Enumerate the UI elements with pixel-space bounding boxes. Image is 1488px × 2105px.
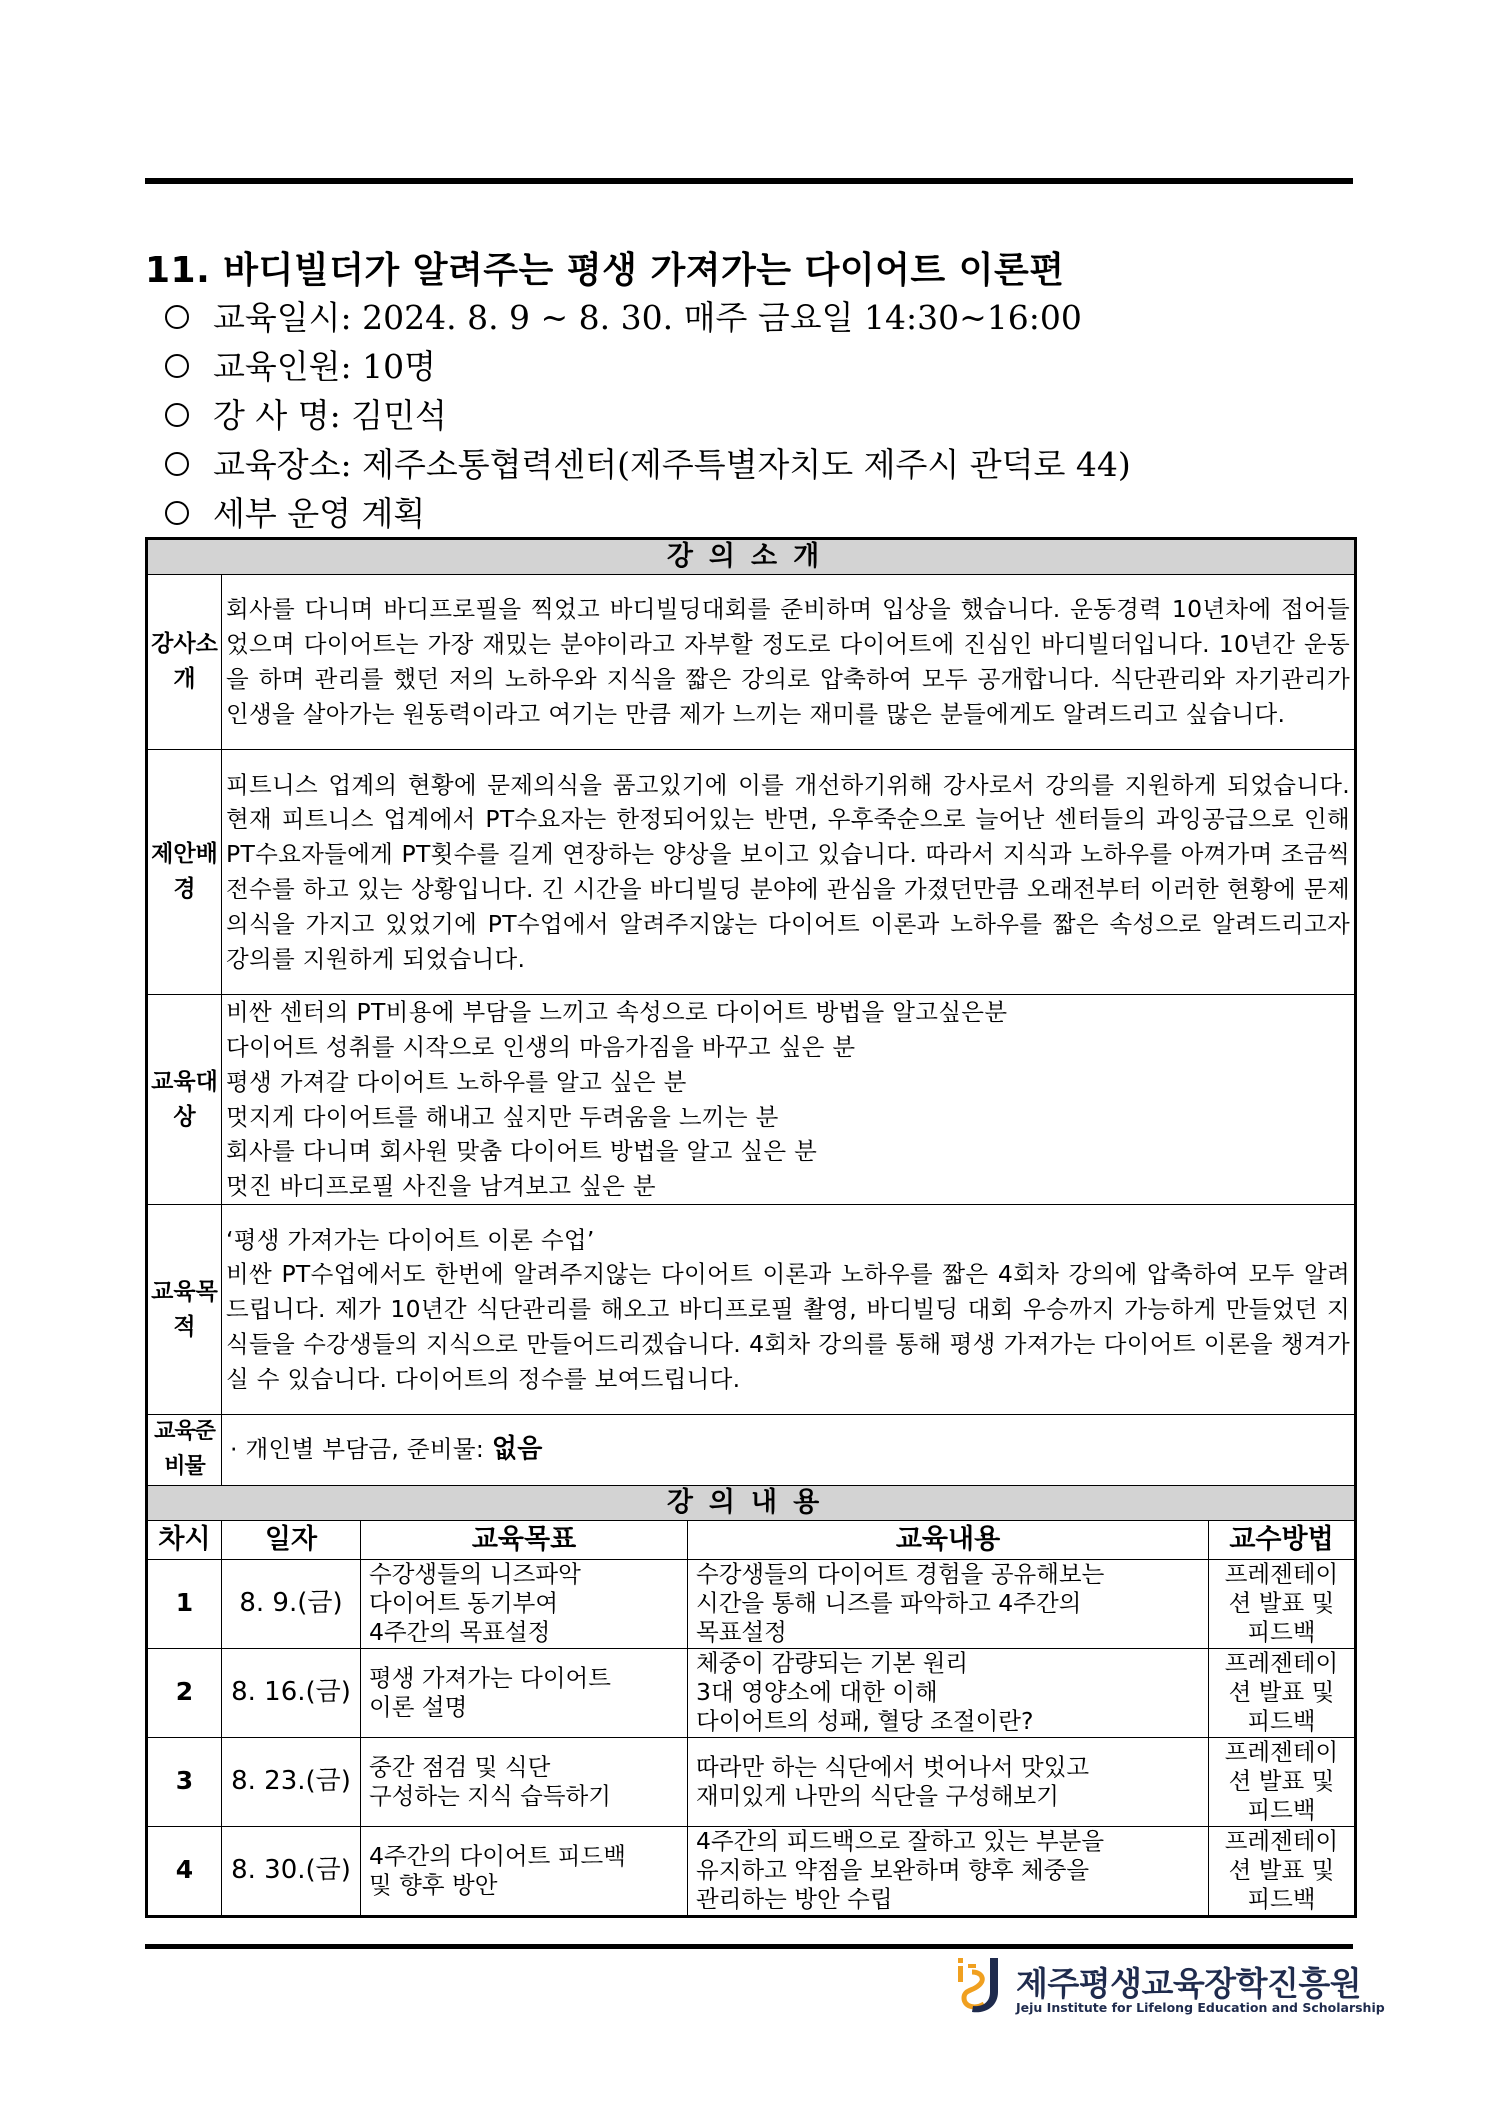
session-number: 3 bbox=[147, 1737, 222, 1826]
prep-emphasis: 없음 bbox=[491, 1434, 543, 1465]
target-line: 비싼 센터의 PT비용에 부담을 느끼고 속성으로 다이어트 방법을 알고싶은분 bbox=[226, 998, 1008, 1027]
target-line: 멋지게 다이어트를 해내고 싶지만 두려움을 느끼는 분 bbox=[226, 1102, 779, 1131]
session-method: 프레젠테이 션 발표 및 피드백 bbox=[1209, 1737, 1356, 1826]
session-content: 수강생들의 다이어트 경험을 공유해보는 시간을 통해 니즈를 파악하고 4주간의 목표설정 bbox=[688, 1559, 1209, 1648]
bottom-rule bbox=[145, 1944, 1353, 1949]
target-line: 멋진 바디프로필 사진을 남겨보고 싶은 분 bbox=[226, 1172, 656, 1201]
session-content: 4주간의 피드백으로 잘하고 있는 부분을 유지하고 약점을 보완하며 향후 체중을 관리하는 방안 수립 bbox=[688, 1826, 1209, 1916]
session-goal: 중간 점검 및 식단 구성하는 지식 습득하기 bbox=[361, 1737, 688, 1826]
info-location: 교육장소: 제주소통협력센터(제주특별자치도 제주시 관덕로 44) bbox=[165, 440, 1131, 489]
row-label: 제안배경 bbox=[147, 750, 222, 995]
circle-bullet-icon bbox=[165, 305, 189, 329]
session-number: 1 bbox=[147, 1559, 222, 1648]
session-content: 따라만 하는 식단에서 벗어나서 맛있고 재미있게 나만의 식단을 구성해보기 bbox=[688, 1737, 1209, 1826]
page-title: 11. 바디빌더가 알려주는 평생 가져가는 다이어트 이론편 bbox=[145, 250, 1065, 291]
session-method: 프레젠테이 션 발표 및 피드백 bbox=[1209, 1648, 1356, 1737]
intro-row-prep bbox=[147, 1415, 1356, 1486]
session-date: 8. 30.(금) bbox=[222, 1826, 361, 1916]
plan-table bbox=[145, 537, 1357, 1918]
intro-row-purpose bbox=[147, 1205, 1356, 1415]
session-method: 프레젠테이 션 발표 및 피드백 bbox=[1209, 1559, 1356, 1648]
circle-bullet-icon bbox=[165, 501, 189, 525]
purpose-text: 비싼 PT수업에서도 한번에 알려주지않는 다이어트 이론과 노하우를 짧은 4회차 강의에 압축하여 모두 알려드립니다. 제가 10년간 식단관리를 해오고 바디프로필 촬영, 바디빌딩 대회 우승까지 가능하게 만들었던 지식들을 수강생들의 지식으로 만들어드리겠습니다. 4회차 강의를 통해 평생 가져가는 다이어트 이론을 챙겨가실 수 있습니다. 다이어트의 정수를 보여드립니다. bbox=[226, 1260, 1350, 1393]
session-number: 2 bbox=[147, 1648, 222, 1737]
info-instructor: 강 사 명: 김민석 bbox=[165, 391, 1131, 440]
row-label: 교육대상 bbox=[147, 995, 222, 1205]
intro-section-heading: 강의소개 bbox=[147, 539, 1356, 575]
session-method: 프레젠테이 션 발표 및 피드백 bbox=[1209, 1826, 1356, 1916]
content-section-heading: 강의내용 bbox=[147, 1485, 1356, 1520]
institute-name-ko: 제주평생교육장학진흥원 bbox=[1016, 1964, 1362, 2003]
session-row bbox=[147, 1826, 1356, 1916]
session-row bbox=[147, 1648, 1356, 1737]
circle-bullet-icon bbox=[165, 354, 189, 378]
session-goal: 평생 가져가는 다이어트 이론 설명 bbox=[361, 1648, 688, 1737]
session-number: 4 bbox=[147, 1826, 222, 1916]
institute-logo bbox=[954, 1956, 1385, 2016]
col-header-date: 일자 bbox=[222, 1520, 361, 1559]
col-header-goal: 교육목표 bbox=[361, 1520, 688, 1559]
prep-text: · 개인별 부담금, 준비물: bbox=[230, 1435, 492, 1464]
session-goal: 수강생들의 니즈파악 다이어트 동기부여 4주간의 목표설정 bbox=[361, 1559, 688, 1648]
row-label: 강사소개 bbox=[147, 575, 222, 750]
col-header-session: 차시 bbox=[147, 1520, 222, 1559]
session-content: 체중이 감량되는 기본 원리 3대 영양소에 대한 이해 다이어트의 성패, 혈당 조절이란? bbox=[688, 1648, 1209, 1737]
jeju-institute-logo-icon bbox=[954, 1956, 1010, 2016]
intro-row-background bbox=[147, 750, 1356, 995]
intro-row-target bbox=[147, 995, 1356, 1205]
program-info bbox=[165, 293, 1131, 538]
intro-row-instructor bbox=[147, 575, 1356, 750]
session-row bbox=[147, 1559, 1356, 1648]
instructor-intro-text: 회사를 다니며 바디프로필을 찍었고 바디빌딩대회를 준비하며 입상을 했습니다. 운동경력 10년차에 접어들었으며 다이어트는 가장 재밌는 분야이라고 자부할 정도로 다이어트에 진심인 바디빌더입니다. 10년간 운동을 하며 관리를 했던 저의 노하우와 지식을 짧은 강의로 압축하여 모두 공개합니다. 식단관리와 자기관리가 인생을 살아가는 원동력이라고 여기는 만큼 제가 느끼는 재미를 많은 분들에게도 알려드리고 싶습니다. bbox=[226, 595, 1350, 728]
info-plan: 세부 운영 계획 bbox=[165, 489, 1131, 538]
circle-bullet-icon bbox=[165, 403, 189, 427]
session-row bbox=[147, 1737, 1356, 1826]
col-header-method: 교수방법 bbox=[1209, 1520, 1356, 1559]
info-capacity: 교육인원: 10명 bbox=[165, 342, 1131, 391]
col-header-content: 교육내용 bbox=[688, 1520, 1209, 1559]
session-date: 8. 9.(금) bbox=[222, 1559, 361, 1648]
circle-bullet-icon bbox=[165, 452, 189, 476]
row-label: 교육목적 bbox=[147, 1205, 222, 1415]
target-line: 다이어트 성취를 시작으로 인생의 마음가짐을 바꾸고 싶은 분 bbox=[226, 1032, 856, 1061]
background-text: 피트니스 업계의 현황에 문제의식을 품고있기에 이를 개선하기위해 강사로서 강의를 지원하게 되었습니다. 현재 피트니스 업계에서 PT수요자는 한정되어있는 반면, 우후죽순으로 늘어난 센터들의 과잉공급으로 인해 PT수요자들에게 PT횟수를 길게 연장하는 양상을 보이고 있습니다. 따라서 지식과 노하우를 아껴가며 조금씩 전수를 하고 있는 상황입니다. 긴 시간을 바디빌딩 분야에 관심을 가졌던만큼 오래전부터 이러한 현황에 문제의식을 가지고 있었기에 PT수업에서 알려주지않는 다이어트 이론과 노하우를 짧은 속성으로 알려드리고자 강의를 지원하게 되었습니다. bbox=[226, 770, 1350, 973]
content-table-header bbox=[147, 1520, 1356, 1559]
target-line: 평생 가져갈 다이어트 노하우를 알고 싶은 분 bbox=[226, 1067, 687, 1096]
target-line: 회사를 다니며 회사원 맞춤 다이어트 방법을 알고 싶은 분 bbox=[226, 1137, 818, 1166]
row-label: 교육준비물 bbox=[147, 1415, 222, 1486]
session-date: 8. 16.(금) bbox=[222, 1648, 361, 1737]
purpose-heading: ‘평생 가져가는 다이어트 이론 수업’ bbox=[226, 1225, 595, 1254]
institute-name-en: Jeju Institute for Lifelong Education and Scholarship bbox=[1016, 2000, 1385, 2015]
session-goal: 4주간의 다이어트 피드백 및 향후 방안 bbox=[361, 1826, 688, 1916]
session-date: 8. 23.(금) bbox=[222, 1737, 361, 1826]
top-rule bbox=[145, 178, 1353, 184]
info-date: 교육일시: 2024. 8. 9 ~ 8. 30. 매주 금요일 14:30~16:00 bbox=[165, 293, 1131, 342]
